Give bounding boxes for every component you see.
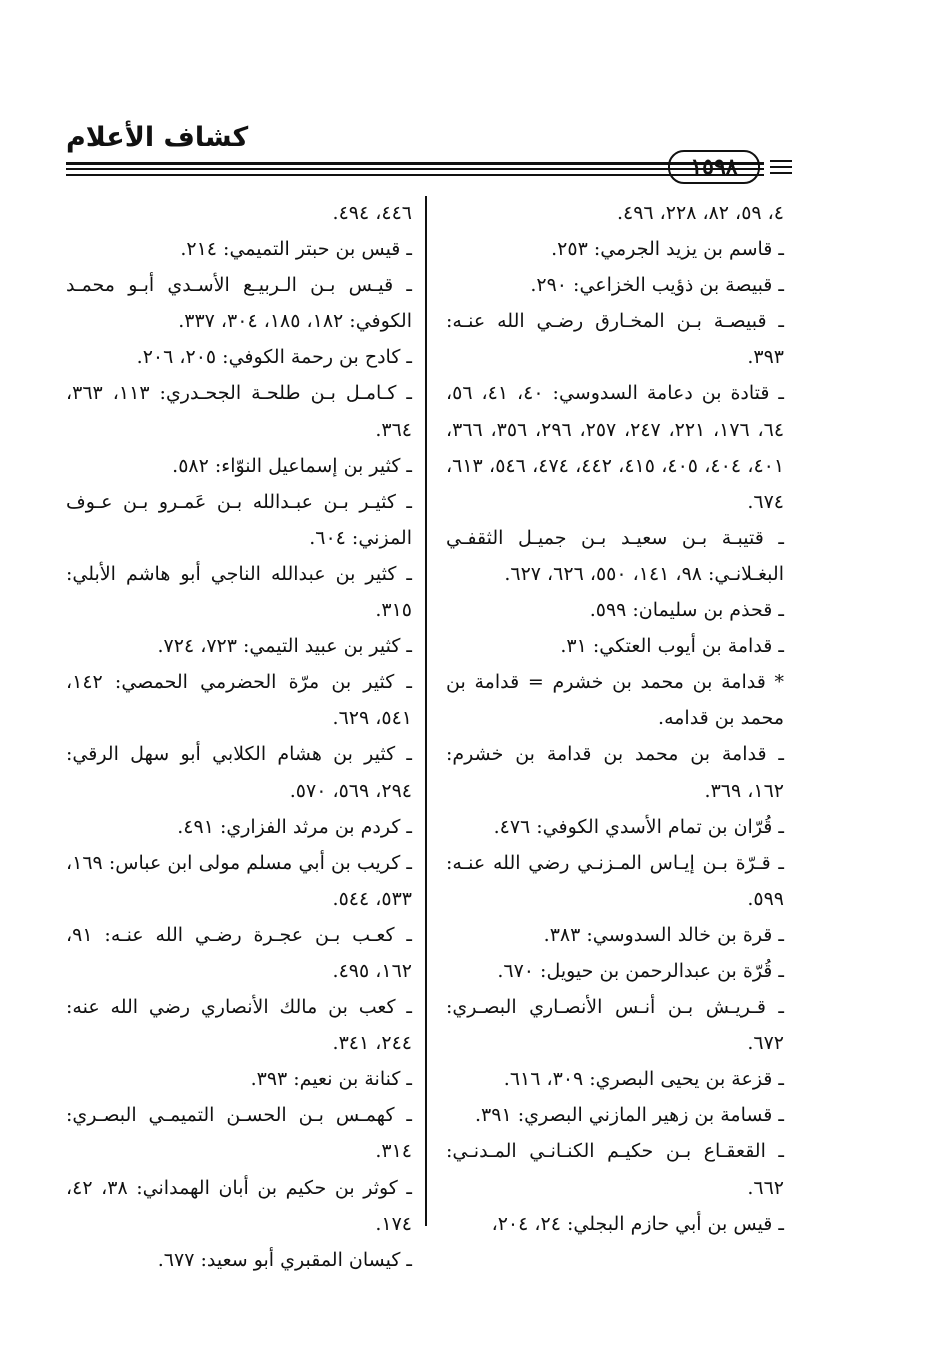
header-rule <box>66 168 764 170</box>
column-divider <box>425 196 427 1226</box>
index-entry: ـ كوثر بن حكيم بن أبان الهمداني: ٣٨، ٤٢، ١٧٤. <box>66 1176 412 1235</box>
index-entry: * قدامة بن محمد بن خشرم = قدامة بن محمد بن قدامه. <box>446 671 784 730</box>
index-entry: ـ قحذم بن سليمان: ٥٩٩. <box>589 599 784 622</box>
index-entry: ـ قيس بن حبتر التميمي: ٢١٤. <box>180 238 412 261</box>
index-entry: ـ كثيـر بـن عبـدالله بـن عَمـرو بـن عـوف المزني: ٦٠٤. <box>66 490 412 549</box>
header-rule <box>770 160 792 162</box>
index-entry: ـ قرة بن خالد السدوسي: ٣٨٣. <box>543 923 784 946</box>
index-entry: ـ كردم بن مرثد الفزاري: ٤٩١. <box>177 815 412 838</box>
index-entry: ٤، ٥٩، ٨٢، ٢٢٨، ٤٩٦. <box>616 202 784 224</box>
index-entry: ـ كثير بن مرّة الحضرمي الحمصي: ١٤٢، ٥٤١، ٦٢٩. <box>66 671 412 730</box>
index-entry: ـ كثير بن هشام الكلابي أبو سهل الرقي: ٢٩٤، ٥٦٩، ٥٧٠. <box>66 743 412 802</box>
index-entry: ـ كنانة بن نعيم: ٣٩٣. <box>250 1068 412 1091</box>
header-rule <box>770 172 792 174</box>
index-entry: ـ كهمـس بـن الحسـن التميمـي البصـري: ٣١٤. <box>66 1104 412 1163</box>
header-rule <box>66 174 764 176</box>
index-entry: ـ قبيصة بن ذؤيب الخزاعي: ٢٩٠. <box>530 274 784 297</box>
index-entry: ـ قـرّة بـن إيـاس المـزنـي رضي الله عنـه: ٥٩٩. <box>446 851 784 910</box>
index-entry: ـ قبيصـة بـن المخـارق رضـي الله عنـه: ٣٩٣. <box>446 310 784 369</box>
index-entry: ـ قزعة بن يحيى البصري: ٣٠٩، ٦١٦. <box>503 1068 784 1091</box>
header-rule <box>770 166 792 168</box>
index-entry: ـ كادح بن رحمة الكوفي: ٢٠٥، ٢٠٦. <box>136 346 412 369</box>
index-column-right <box>446 195 784 1242</box>
header-rule <box>66 162 764 165</box>
index-entry: ـ قدامة بن محمد بن قدامة بن خشرم: ١٦٢، ٣٦٩. <box>446 743 784 802</box>
index-entry: ـ كيسان المقبري أبو سعيد: ٦٧٧. <box>157 1248 412 1271</box>
page-title: كشاف الأعلام <box>66 122 249 153</box>
index-entry: ـ كثير بن إسماعيل النوّاء: ٥٨٢. <box>172 454 412 477</box>
index-entry: ـ قتيبـة بـن سعيـد بـن جميـل الثقفـي البغـلانـي: ٩٨، ١٤١، ٥٥٠، ٦٢٦، ٦٢٧. <box>446 526 784 585</box>
index-entry: ـ كريب بن أبي مسلم مولى ابن عباس: ١٦٩، ٥٣٣، ٥٤٤. <box>66 851 412 910</box>
index-column-left <box>66 195 412 1278</box>
index-entry: ـ كثير بن عبيد التيمي: ٧٢٣، ٧٢٤. <box>157 635 412 658</box>
index-entry: ـ قسامة بن زهير المازني البصري: ٣٩١. <box>475 1104 784 1127</box>
index-entry: ـ قتادة بن دعامة السدوسي: ٤٠، ٤١، ٥٦، ٦٤، ١٧٦، ٢٢١، ٢٤٧، ٢٥٧، ٢٩٦، ٣٥٦، ٣٦٦، ٤٠١، ٤٠٤، ٤٠٥، ٤١٥، ٤٤٢، ٤٧٤، ٥٤٦، ٦١٣، ٦٧٤. <box>446 382 785 513</box>
index-entry: ـ قيس بن أبي حازم البجلي: ٢٤، ٢٠٤، <box>491 1212 784 1235</box>
page-number: ١٥٩٨ <box>690 154 738 180</box>
page-number-badge <box>668 150 760 184</box>
index-entry: ـ القعقـاع بـن حكيـم الكنـانـي المـدنـي: ٦٦٢. <box>446 1140 784 1199</box>
index-entry: ـ قاسم بن يزيد الجرمي: ٢٥٣. <box>551 238 784 261</box>
index-entry: ٤٤٦، ٤٩٤. <box>332 202 412 224</box>
index-entry: ـ قُرّان بن تمام الأسدي الكوفي: ٤٧٦. <box>493 815 784 838</box>
index-entry: ـ قيـس بـن الـربيـع الأسـدي أبـو محمـد الكوفي: ١٨٢، ١٨٥، ٣٠٤، ٣٣٧. <box>66 274 412 333</box>
index-entry: ـ قُرّة بن عبدالرحمن بن حيويل: ٦٧٠. <box>497 959 784 982</box>
index-entry: ـ قدامة بن أيوب العتكي: ٣١. <box>560 635 784 658</box>
index-entry: ـ كعب بن مالك الأنصاري رضي الله عنه: ٢٤٤، ٣٤١. <box>66 996 412 1055</box>
index-entry: ـ قـريـش بـن أنـس الأنصـاري البصـري: ٦٧٢. <box>446 996 784 1055</box>
index-entry: ـ كثير بن عبدالله الناجي أبو هاشم الأبلي: ٣١٥. <box>66 562 412 622</box>
index-entry: ـ كعـب بـن عجـرة رضـي الله عنـه: ٩١، ١٦٢، ٤٩٥. <box>66 923 412 982</box>
index-entry: ـ كـامـل بـن طلحـة الجحـدري: ١١٣، ٣٦٣، ٣٦٤. <box>66 382 412 441</box>
